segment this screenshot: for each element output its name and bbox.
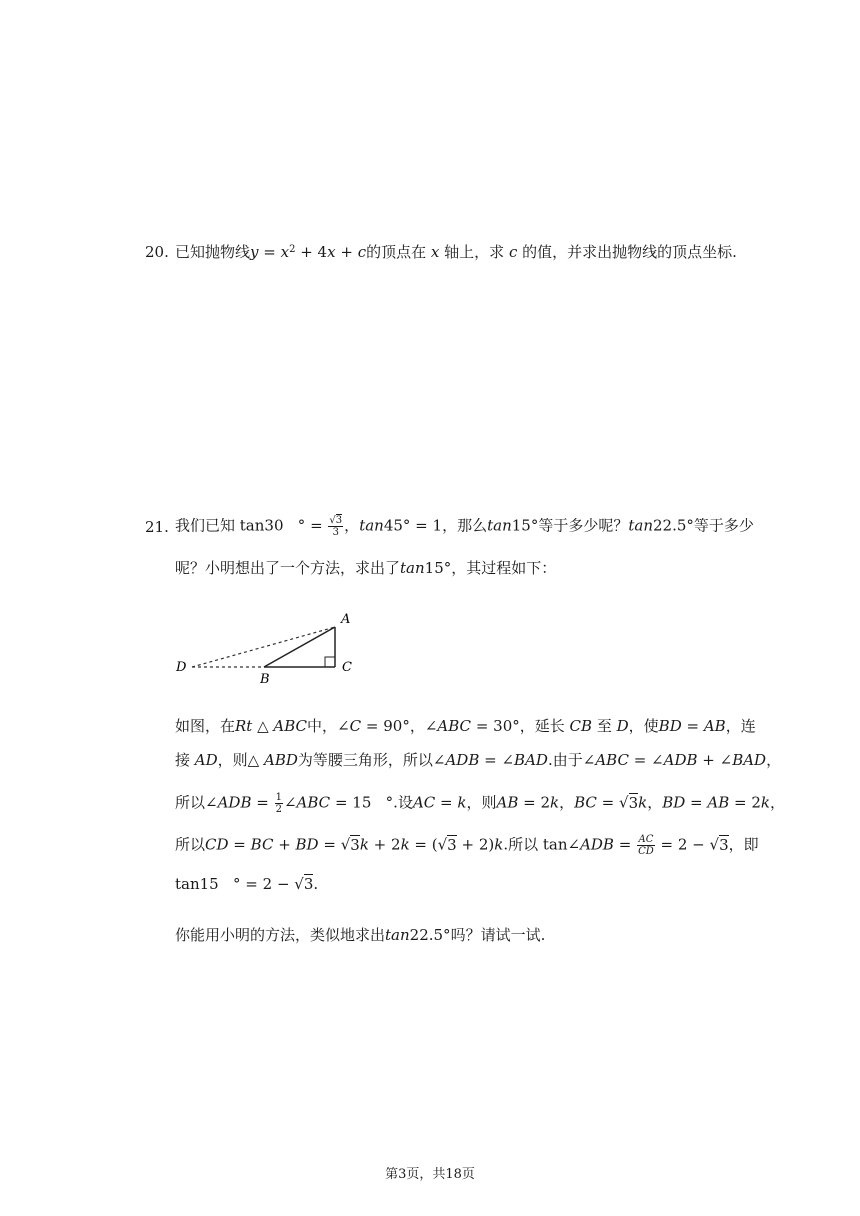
question-21-line-7: tan15 ° = 2 − √3. bbox=[175, 875, 319, 893]
question-21-line-5: 所以∠ADB = $\frac{1}{2}$ ∠ABC = 15 °.设AC = k，则AB = 2k，BC = √3k，BD = AB = 2k， bbox=[175, 792, 786, 815]
question-21-line-1: 我们已知 tan30 ° = $\frac{√3}{3}$ ，tan45° = 1，那么tan15°等于多少呢？tan22.5°等于多少 bbox=[175, 515, 754, 538]
question-21-line-4: 接 AD，则△ ABD为等腰三角形，所以∠ADB = ∠BAD.由于∠ABC = ∠ADB + ∠BAD， bbox=[175, 751, 782, 769]
triangle-figure bbox=[170, 605, 370, 690]
question-21-line-3: 如图，在Rt △ ABC中，∠C = 90°，∠ABC = 30°，延长 CB 至 D，使BD = AB，连 bbox=[175, 717, 756, 735]
question-21-line-8: 你能用小明的方法，类似地求出tan22.5°吗？请试一试. bbox=[175, 926, 546, 944]
question-21-number: 21. bbox=[145, 518, 169, 536]
question-21-line-6: 所以CD = BC + BD = √3k + 2k = (√3 + 2)k.所以 tan∠ADB = $\frac{AC}{CD}$ = 2 − √3，即 bbox=[175, 834, 759, 857]
page-footer: 第3页，共18页 bbox=[385, 1167, 475, 1182]
question-21-line-2: 呢？小明想出了一个方法，求出了tan15°，其过程如下： bbox=[175, 559, 557, 577]
label-b: B bbox=[260, 672, 270, 687]
label-c: C bbox=[342, 660, 352, 675]
label-a: A bbox=[341, 612, 351, 627]
question-20-text: 已知抛物线$y = x^2 + 4x + c$的顶点在 x 轴上，求 c 的值，并求出抛物线的顶点坐标. bbox=[175, 243, 737, 261]
label-d: D bbox=[176, 660, 187, 675]
question-20-number: 20. bbox=[145, 243, 169, 261]
